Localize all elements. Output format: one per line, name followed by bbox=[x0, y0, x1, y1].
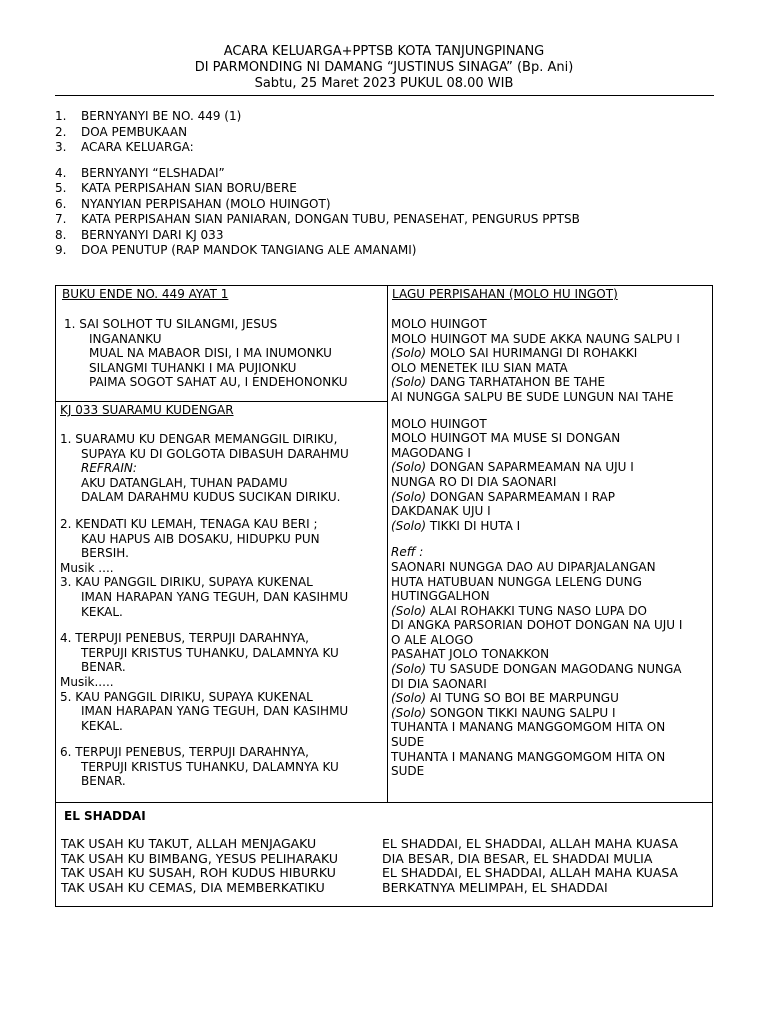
program-item: 5. KATA PERPISAHAN SIAN BORU/BERE bbox=[55, 181, 297, 195]
be449-title: BUKU ENDE NO. 449 AYAT 1 bbox=[62, 287, 229, 301]
molo-line: SAONARI NUNGGA DAO AU DIPARJALANGAN bbox=[391, 559, 656, 574]
be449-lyrics: 1. SAI SOLHOT TU SILANGMI, JESUS INGANANKU MUAL NA MABAOR DISI, I MA INUMONKU SILANGMI TUHANKI I MA PUJIONKU PAIMA SOGOT SAHAT AU, I ENDEHONONKU bbox=[64, 317, 348, 390]
program-item: 3. ACARA KELUARGA: bbox=[55, 140, 194, 154]
molo-line: SUDE bbox=[391, 764, 425, 779]
molo-line: (Solo) TIKKI DI HUTA I bbox=[391, 518, 521, 533]
molo-line: DAKDANAK UJU I bbox=[391, 504, 491, 519]
header-title: ACARA KELUARGA+PPTSB KOTA TANJUNGPINANG bbox=[223, 44, 545, 59]
molo-line: MOLO HUINGOT MA SUDE AKKA NAUNG SALPU I bbox=[391, 331, 680, 346]
molo-line: (Solo) DONGAN SAPARMEAMAN NA UJU I bbox=[391, 460, 634, 475]
molo-line: SUDE bbox=[391, 735, 425, 750]
elshaddai-left: TAK USAH KU TAKUT, ALLAH MENJAGAKU TAK USAH KU BIMBANG, YESUS PELIHARAKU TAK USAH KU SUSAH, ROH KUDUS HIBURKU TAK USAH KU CEMAS, DIA MEMBERKATIKU bbox=[61, 836, 339, 895]
molo-line: PASAHAT JOLO TONAKKON bbox=[391, 647, 550, 662]
elshaddai-right: EL SHADDAI, EL SHADDAI, ALLAH MAHA KUASA DIA BESAR, DIA BESAR, EL SHADDAI MULIA EL SHADDAI, EL SHADDAI, ALLAH MAHA KUASA BERKATNYA MELIMPAH, EL SHADDAI bbox=[382, 836, 679, 895]
molo-line: (Solo) MOLO SAI HURIMANGI DI ROHAKKI bbox=[391, 346, 638, 361]
molo-line: (Solo) TU SASUDE DONGAN MAGODANG NUNGA bbox=[391, 662, 682, 677]
program-item: 9. DOA PENUTUP (RAP MANDOK TANGIANG ALE AMANAMI) bbox=[55, 243, 417, 257]
header-divider bbox=[55, 95, 714, 96]
molo-line: (Solo) SONGON TIKKI NAUNG SALPU I bbox=[391, 705, 616, 720]
molo-line: MOLO HUINGOT bbox=[391, 317, 487, 331]
molo-line: HUTINGGALHON bbox=[391, 589, 490, 604]
molo-line: O ALE ALOGO bbox=[391, 632, 474, 647]
molo-line: HUTA HATUBUAN NUNGGA LELENG DUNG bbox=[391, 574, 642, 589]
program-item: 2. DOA PEMBUKAAN bbox=[55, 124, 188, 139]
molo-line: (Solo) ALAI ROHAKKI TUNG NASO LUPA DO bbox=[391, 603, 647, 618]
molo-line: AI NUNGGA SALPU BE SUDE LUNGUN NAI TAHE bbox=[391, 389, 674, 404]
document-header bbox=[0, 44, 768, 92]
program-item: 7. KATA PERPISAHAN SIAN PANIARAN, DONGAN TUBU, PENASEHAT, PENGURUS PPTSB bbox=[55, 212, 580, 226]
molo-line: MOLO HUINGOT MA MUSE SI DONGAN bbox=[391, 431, 621, 446]
molo-line: MAGODANG I bbox=[391, 445, 471, 460]
reff-label: Reff : bbox=[391, 545, 424, 560]
header-venue: DI PARMONDING NI DAMANG “JUSTINUS SINAGA” (Bp. Ani) bbox=[194, 60, 574, 75]
row-divider bbox=[56, 802, 712, 803]
row-divider bbox=[56, 401, 387, 402]
molo-line: TUHANTA I MANANG MANGGOMGOM HITA ON bbox=[391, 720, 666, 735]
program-item: 1. BERNYANYI BE NO. 449 (1) bbox=[55, 109, 242, 123]
molo-line: DI DIA SAONARI bbox=[391, 676, 487, 691]
molo-line: MOLO HUINGOT bbox=[391, 416, 487, 431]
program-item: 4. BERNYANYI “ELSHADAI” bbox=[55, 165, 225, 180]
column-divider bbox=[387, 286, 388, 802]
elshaddai-title: EL SHADDAI bbox=[64, 809, 146, 823]
kj033-lyrics: 1. SUARAMU KU DENGAR MEMANGGIL DIRIKU, SUPAYA KU DI GOLGOTA DIBASUH DARAHMU REFRAIN: AKU DATANGLAH, TUHAN PADAMU DALAM DARAHMU KUDUS SUCIKAN DIRIKU. 2. KENDATI KU LEMAH, TENAGA KAU BERI ; KAU HAPUS AIB DOSAKU, HIDUPKU PUN BERSIH. Musik .... 3. KAU PANGGIL DIRIKU, SUPAYA KUKENAL IMAN HARAPAN YANG TEGUH, DAN KASIHMU KEKAL. 4. TERPUJI PENEBUS, TERPUJI DARAHNYA, TERPUJI KRISTUS TUHANKU, DALAMNYA KU BENAR. Musik..... 5. KAU PANGGIL DIRIKU, SUPAYA KUKENAL IMAN HARAPAN YANG TEGUH, DAN KASIHMU KEKAL. 6. TERPUJI PENEBUS, TERPUJI DARAHNYA, TERPUJI KRISTUS TUHANKU, DALAMNYA KU BENAR. bbox=[60, 432, 349, 789]
molo-line: NUNGA RO DI DIA SAONARI bbox=[391, 474, 557, 489]
molo-line: (Solo) AI TUNG SO BOI BE MARPUNGU bbox=[391, 691, 619, 706]
header-date: Sabtu, 25 Maret 2023 PUKUL 08.00 WIB bbox=[254, 76, 514, 91]
program-item: 8. BERNYANYI DARI KJ 033 bbox=[55, 227, 224, 242]
program-gap bbox=[55, 156, 735, 166]
molo-lyrics bbox=[391, 317, 682, 779]
molo-line: DI ANGKA PARSORIAN DOHOT DONGAN NA UJU I bbox=[391, 618, 683, 633]
molo-title: LAGU PERPISAHAN (MOLO HU INGOT) bbox=[392, 287, 618, 301]
program-item: 6. NYANYIAN PERPISAHAN (MOLO HUINGOT) bbox=[55, 196, 331, 211]
song-table bbox=[55, 285, 713, 907]
kj033-title: KJ 033 SUARAMU KUDENGAR bbox=[60, 403, 234, 417]
molo-line: (Solo) DANG TARHATAHON BE TAHE bbox=[391, 375, 606, 390]
molo-line: TUHANTA I MANANG MANGGOMGOM HITA ON bbox=[391, 749, 666, 764]
program-list bbox=[55, 109, 735, 259]
molo-line: (Solo) DONGAN SAPARMEAMAN I RAP bbox=[391, 489, 615, 504]
molo-line: OLO MENETEK ILU SIAN MATA bbox=[391, 360, 568, 375]
